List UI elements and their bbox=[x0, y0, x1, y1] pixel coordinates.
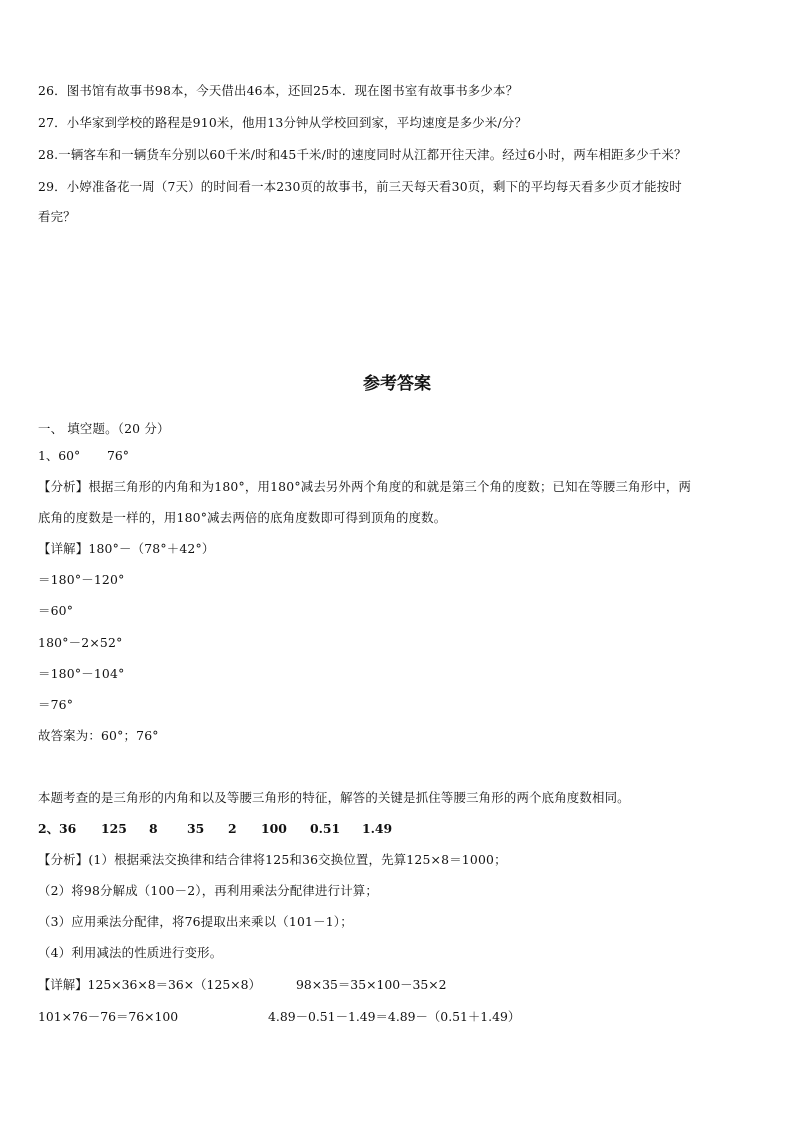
question-29-line1: 29．小婷准备花一周（7天）的时间看一本230页的故事书，前三天每天看30页，剩下的平均每天看多少页才能按时 bbox=[38, 179, 682, 194]
question-28: 28.一辆客车和一辆货车分别以60千米/时和45千米/时的速度同时从江都开往天津。经过6小时，两车相距多少千米？ bbox=[38, 147, 687, 162]
answer-2-value: 125 bbox=[101, 821, 127, 836]
detail-expression: 【详解】125×36×8＝36×（125×8） bbox=[38, 977, 261, 992]
answer-2-analysis: （2）将98分解成（100－2），再利用乘法分配律进行计算； bbox=[38, 883, 378, 898]
answer-2-value: 8 bbox=[149, 821, 158, 836]
answer-1-step: ＝60° bbox=[38, 603, 74, 618]
answer-1-step: ＝180°－104° bbox=[38, 666, 125, 681]
answer-1-summary: 本题考查的是三角形的内角和以及等腰三角形的特征，解答的关键是抓住等腰三角形的两个底角度数相同。 bbox=[38, 790, 630, 805]
question-26: 26．图书馆有故事书98本，今天借出46本，还回25本．现在图书室有故事书多少本？ bbox=[38, 83, 519, 98]
detail-expression: 101×76－76＝76×100 bbox=[38, 1009, 179, 1024]
answer-2-value: 2 bbox=[228, 821, 237, 836]
answer-1-step: ＝180°－120° bbox=[38, 572, 125, 587]
answer-1-analysis-line2: 底角的度数是一样的，用180°减去两倍的底角度数即可得到顶角的度数。 bbox=[38, 510, 447, 525]
answer-2-detail-row1 bbox=[38, 976, 778, 994]
detail-expression: 4.89－0.51－1.49＝4.89－（0.51＋1.49） bbox=[268, 1009, 521, 1024]
answer-2-value: 35 bbox=[187, 821, 205, 836]
answer-2-values bbox=[38, 820, 778, 838]
detail-expression: 98×35＝35×100－35×2 bbox=[296, 977, 447, 992]
question-27: 27．小华家到学校的路程是910米，他用13分钟从学校回到家，平均速度是多少米/分？ bbox=[38, 115, 528, 130]
answer-1-value-a: 1、60° bbox=[38, 448, 81, 463]
answer-2-detail-row2 bbox=[38, 1008, 778, 1026]
answer-2-value: 100 bbox=[261, 821, 287, 836]
answer-2-analysis: 【分析】(1）根据乘法交换律和结合律将125和36交换位置，先算125×8＝1000； bbox=[38, 852, 507, 867]
answer-1-final: 故答案为：60°；76° bbox=[38, 728, 159, 743]
answer-2-value: 1.49 bbox=[362, 821, 393, 836]
answers-title: 参考答案 bbox=[363, 374, 431, 394]
answer-2-value: 2、36 bbox=[38, 821, 77, 836]
answer-1-step: 【详解】180°－（78°＋42°） bbox=[38, 541, 215, 556]
answer-2-value: 0.51 bbox=[310, 821, 341, 836]
question-29-line2: 看完？ bbox=[38, 209, 76, 224]
section-heading: 一、 填空题。（20 分） bbox=[38, 421, 170, 436]
answer-2-analysis: （4）利用减法的性质进行变形。 bbox=[38, 945, 223, 960]
answer-1-values bbox=[38, 447, 778, 465]
answer-1-analysis-line1: 【分析】根据三角形的内角和为180°，用180°减去另外两个角度的和就是第三个角的度数；已知在等腰三角形中，两 bbox=[38, 479, 692, 494]
answer-1-step: 180°－2×52° bbox=[38, 635, 123, 650]
answer-1-value-b: 76° bbox=[107, 448, 129, 463]
answer-1-step: ＝76° bbox=[38, 697, 74, 712]
answer-2-analysis: （3）应用乘法分配律，将76提取出来乘以（101－1）； bbox=[38, 914, 353, 929]
